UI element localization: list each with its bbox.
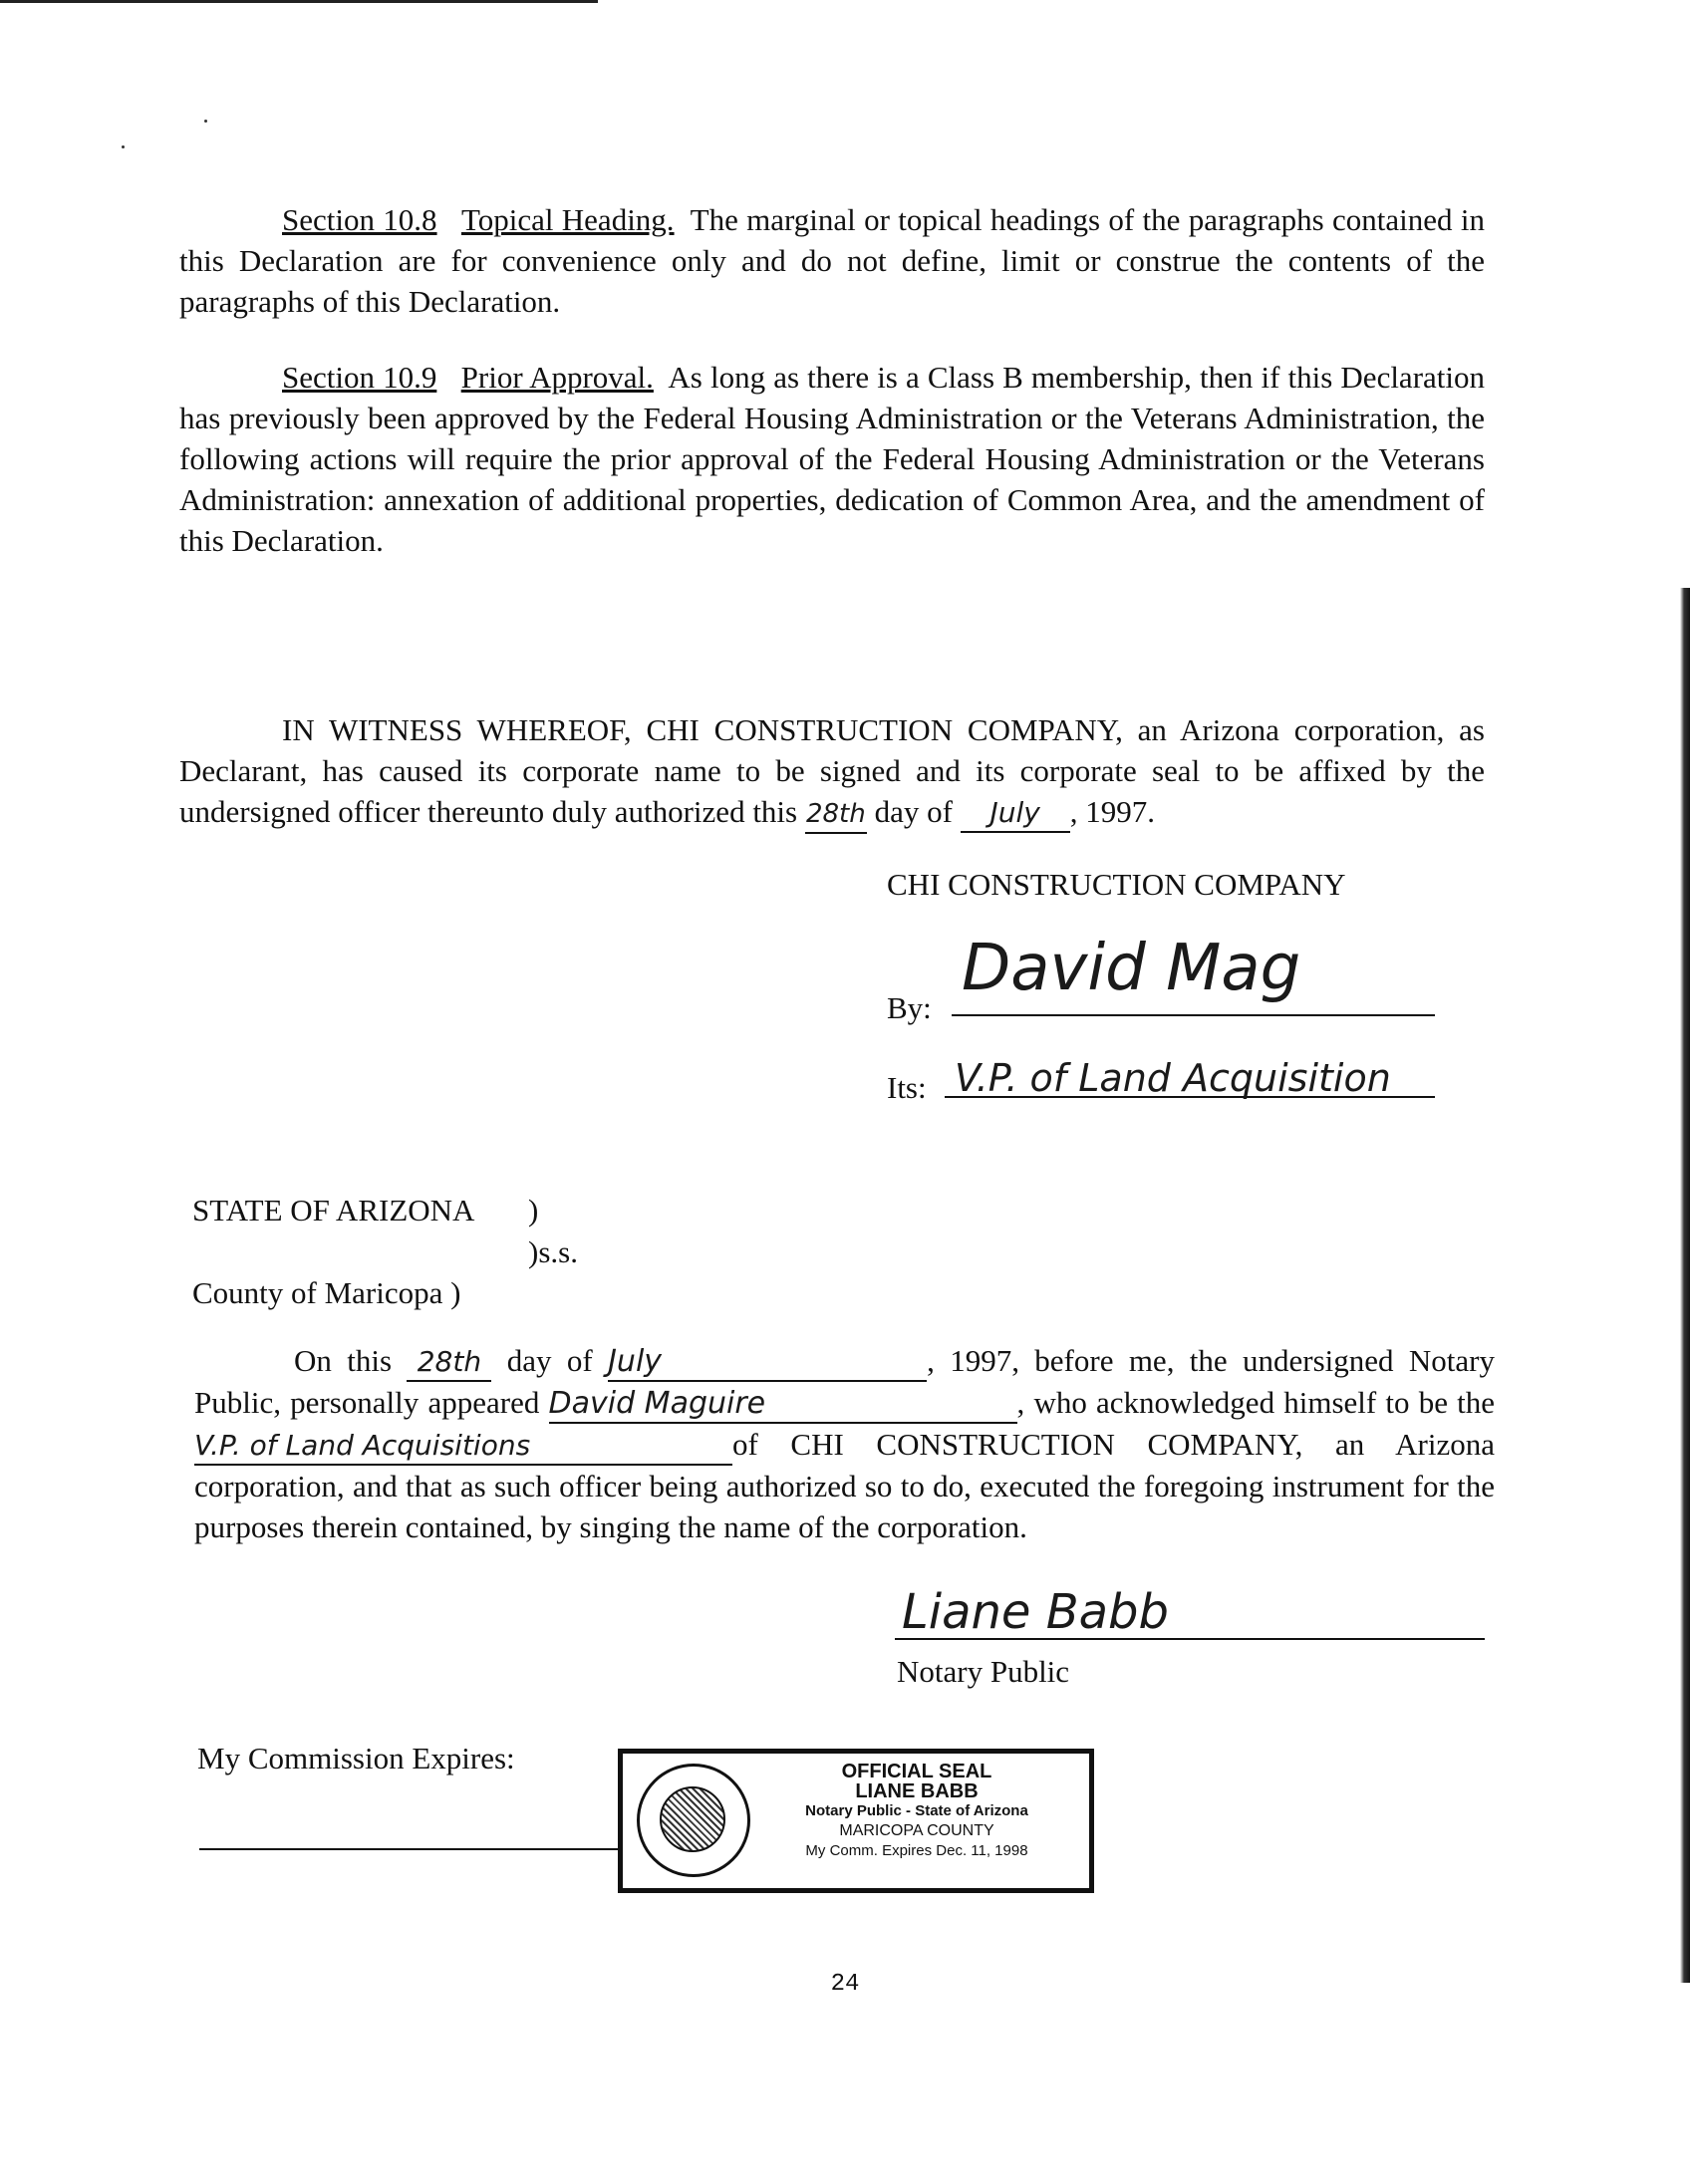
- ack-text: , 1997, before me, the undersigned Notary: [927, 1343, 1495, 1378]
- its-value: V.P. of Land Acquisition: [955, 1056, 1391, 1100]
- section-title: Prior Approval.: [460, 360, 654, 395]
- commission-label: My Commission Expires:: [197, 1741, 515, 1775]
- witness-text-mid: day of: [874, 794, 953, 829]
- section-body: The marginal or topical headings of the paragraphs contained in this Declaration are for convenience only and do not define, limit or construe the contents of the paragraphs of this Declaration.: [179, 202, 1485, 319]
- section-10-8: [179, 199, 1485, 322]
- venue-county: County of Maricopa ): [192, 1275, 461, 1310]
- seal-text: [757, 1762, 1076, 1861]
- section-number: Section 10.9: [282, 360, 437, 395]
- ack-title: V.P. of Land Acquisitions: [194, 1428, 732, 1466]
- scan-top-edge: [0, 0, 598, 3]
- ack-text: Public, personally appeared: [194, 1385, 540, 1420]
- by-signature: David Mag: [962, 932, 1301, 1005]
- commission-line: [199, 1848, 623, 1850]
- ack-text: , who acknowledged himself to be: [1016, 1385, 1448, 1420]
- ack-name: David Maguire: [549, 1386, 1017, 1424]
- venue-paren: ): [528, 1193, 539, 1228]
- page-number: 24: [830, 1971, 860, 1998]
- witness-day: 28th: [805, 796, 867, 834]
- ack-text: day of: [506, 1343, 593, 1378]
- witness-text: IN WITNESS WHEREOF, CHI CONSTRUCTION COMPANY, an Arizona corporation, as Declarant, has caused its corporate name to be signed and its corporate seal to be affixed by the undersigned officer thereunto duly authorized this: [179, 712, 1485, 829]
- ack-text: corporation, and that as such officer being authorized so to do, executed the foregoing instrument for the purposes therein contained, by singing the name of the corporation.: [194, 1469, 1495, 1544]
- section-number: Section 10.8: [282, 202, 437, 237]
- state-seal-center-icon: [660, 1786, 725, 1852]
- scan-speck: [122, 145, 125, 148]
- its-label: Its:: [887, 1070, 927, 1105]
- witness-text-after: , 1997.: [1069, 794, 1155, 829]
- seal-line: MARICOPA COUNTY: [839, 1822, 994, 1839]
- section-10-9: [179, 357, 1485, 561]
- scan-speck: [204, 120, 207, 123]
- seal-line: LIANE BABB: [855, 1780, 979, 1802]
- seal-line: Notary Public - State of Arizona: [805, 1802, 1028, 1819]
- ack-text: the: [1457, 1385, 1496, 1420]
- scan-right-edge: [1680, 588, 1690, 1983]
- official-seal-stamp: [618, 1749, 1094, 1893]
- ack-text: On this: [294, 1343, 393, 1378]
- ack-month: July: [608, 1344, 927, 1382]
- state-seal-icon: [637, 1764, 750, 1877]
- by-label: By:: [887, 990, 932, 1025]
- seal-line: OFFICIAL SEAL: [841, 1761, 992, 1782]
- ack-day: 28th: [407, 1344, 491, 1382]
- by-signature-line: [952, 1014, 1435, 1016]
- witness-paragraph: [179, 709, 1485, 834]
- seal-line: My Comm. Expires Dec. 11, 1998: [805, 1842, 1028, 1859]
- notary-signature-line: [895, 1638, 1485, 1640]
- venue-ss: )s.s.: [528, 1234, 578, 1269]
- ack-text: of CHI CONSTRUCTION COMPANY, an Arizona: [732, 1427, 1495, 1462]
- section-title: Topical Heading.: [460, 202, 675, 237]
- venue-state: STATE OF ARIZONA: [192, 1193, 475, 1228]
- acknowledgment-paragraph: [194, 1340, 1495, 1547]
- company-name: CHI CONSTRUCTION COMPANY: [887, 867, 1346, 902]
- notary-signature: Liane Babb: [902, 1584, 1169, 1640]
- notary-label: Notary Public: [897, 1654, 1070, 1689]
- witness-month: July: [961, 795, 1070, 833]
- section-body: As long as there is a Class B membership, then if this Declaration has previously been approved by the Federal Housing Administration or the Veterans Administration, the following actions will require the prior approval of the Federal Housing Administration or the Veterans Administration: annexation of additional properties, dedication of Common Area, and the amendment of this Declaration.: [179, 360, 1486, 558]
